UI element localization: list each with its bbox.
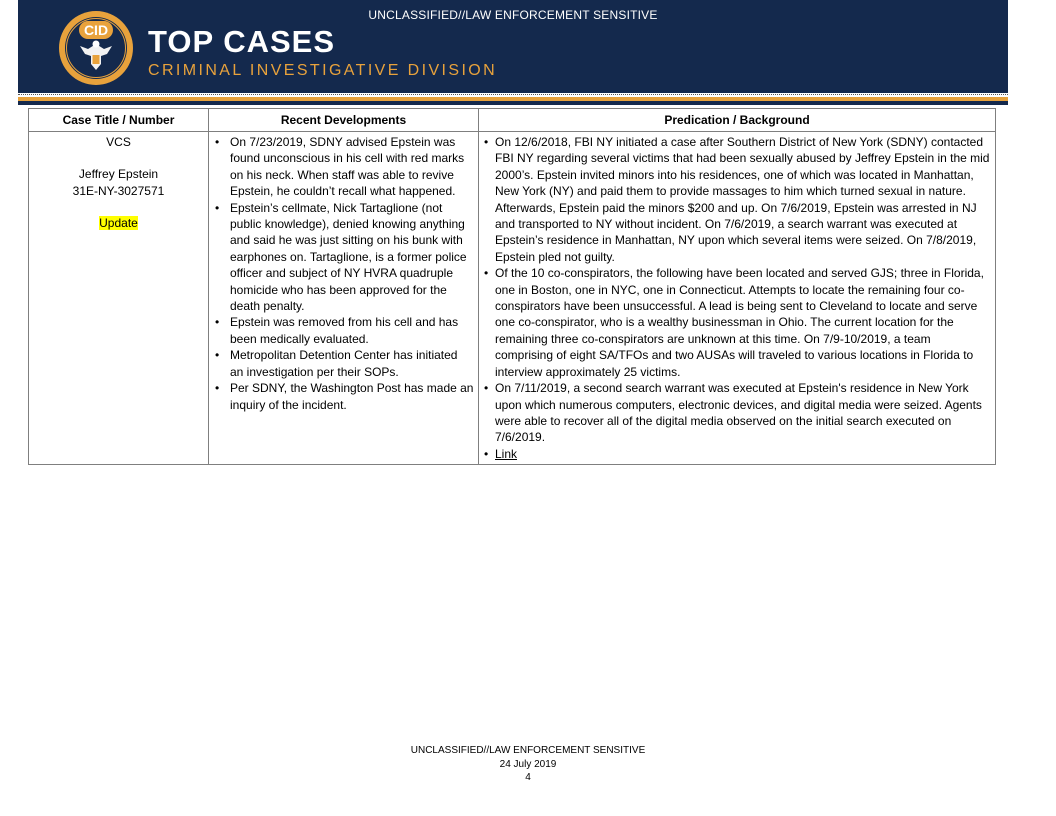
bullet-icon: •	[484, 381, 489, 396]
seal-text: CID	[83, 22, 109, 38]
list-item: • On 12/6/2018, FBI NY initiated a case after Southern District of New York (SDNY) contacted FBI NY regarding several victims that had been sexually abused by Jeffrey Epstein in the mid 2000’s. Epstein invited minors into his residences, one of which was located in Manhattan, New York (NY) and paid them to provide massages to him which turned sexual in nature. Afterwards, Epstein paid the minors $200 and up. On 7/6/2019, Epstein was arrested in NJ and transported to NY without incident. On 7/6/2019, a search warrant was executed at Epstein’s residence in Manhattan, NY upon which several items were seized. On 7/8/2019, Epstein pled not guilty.	[484, 135, 990, 264]
footer-date: 24 July 2019	[499, 758, 557, 770]
list-item: • Epstein was removed from his cell and has been medically evaluated.	[215, 315, 459, 346]
table-header-row	[29, 109, 996, 132]
bullet-icon: •	[484, 266, 489, 281]
bullet-icon: •	[484, 135, 489, 149]
page-number: 4	[525, 772, 531, 783]
page-footer	[0, 744, 1056, 785]
bullet-icon: •	[484, 446, 489, 461]
column-header-case-title: Case Title / Number	[29, 109, 209, 132]
recent-developments-list	[213, 134, 474, 413]
footer-classification-marking: UNCLASSIFIED//LAW ENFORCEMENT SENSITIVE	[410, 745, 646, 756]
bullet-icon: •	[215, 135, 220, 149]
list-item: • On 7/11/2019, a second search warrant was executed at Epstein's residence in New York upon which numerous computers, electronic devices, and digital media were seized. Agents were able to recover all of the digital media observed on the initial search executed on 7/6/2019.	[484, 381, 982, 445]
header-dotted-divider	[18, 94, 1008, 95]
list-item	[483, 446, 991, 462]
case-status-badge: Update	[99, 216, 138, 231]
table-row	[29, 132, 996, 465]
column-header-predication: Predication / Background	[479, 109, 996, 132]
background-list	[483, 134, 991, 462]
top-classification-marking: UNCLASSIFIED//LAW ENFORCEMENT SENSITIVE	[368, 8, 658, 22]
case-title-cell	[29, 132, 209, 465]
list-item: • Per SDNY, the Washington Post has made an inquiry of the incident.	[215, 381, 474, 412]
list-item: • Metropolitan Detention Center has initiated an investigation per their SOPs.	[215, 348, 458, 379]
list-item: • Of the 10 co-conspirators, the following have been located and served GJS; three in Florida, one in Boston, one in NYC, one in Connecticut. Attempts to locate the remaining four co-conspirators have been unsuccessful. A lead is being sent to Cleveland to locate and serve one co-conspirator, who is a wealthy businessman in Ohio. The current location for the remaining three co-conspirators are unknown at this time. On 7/9-10/2019, a team comprising of eight SA/TFOs and two AUSAs will traveled to various locations in Florida to interview approximately 25 victims.	[484, 266, 984, 379]
recent-developments-cell	[209, 132, 479, 465]
list-item: • On 7/23/2019, SDNY advised Epstein was found unconscious in his cell with red marks on his neck. When staff was able to revive Epstein, he couldn’t recall what happened.	[215, 135, 465, 199]
bullet-icon: •	[215, 200, 220, 215]
header-banner	[18, 0, 1008, 93]
cases-table	[28, 108, 996, 465]
predication-background-cell	[479, 132, 996, 465]
cid-seal-logo	[58, 10, 134, 86]
page-title: TOP CASES	[148, 24, 336, 59]
header-navy-rule	[18, 101, 1008, 105]
case-link[interactable]: Link	[495, 446, 518, 461]
page-subtitle: CRIMINAL INVESTIGATIVE DIVISION	[148, 62, 498, 79]
case-program: VCS	[106, 135, 131, 149]
case-number: 31E-NY-3027571	[72, 183, 165, 198]
list-item: • Epstein’s cellmate, Nick Tartaglione (not public knowledge), denied knowing anything and said he was just sitting on his bunk with earphones on. Tartaglione, is a former police officer and subject of NY HVRA quadruple homicide who has been approved for the death penalty.	[215, 200, 467, 314]
bullet-icon: •	[215, 381, 220, 396]
column-header-recent-developments: Recent Developments	[209, 109, 479, 132]
bullet-icon: •	[215, 315, 220, 330]
case-name: Jeffrey Epstein	[78, 167, 159, 182]
bullet-icon: •	[215, 348, 220, 363]
